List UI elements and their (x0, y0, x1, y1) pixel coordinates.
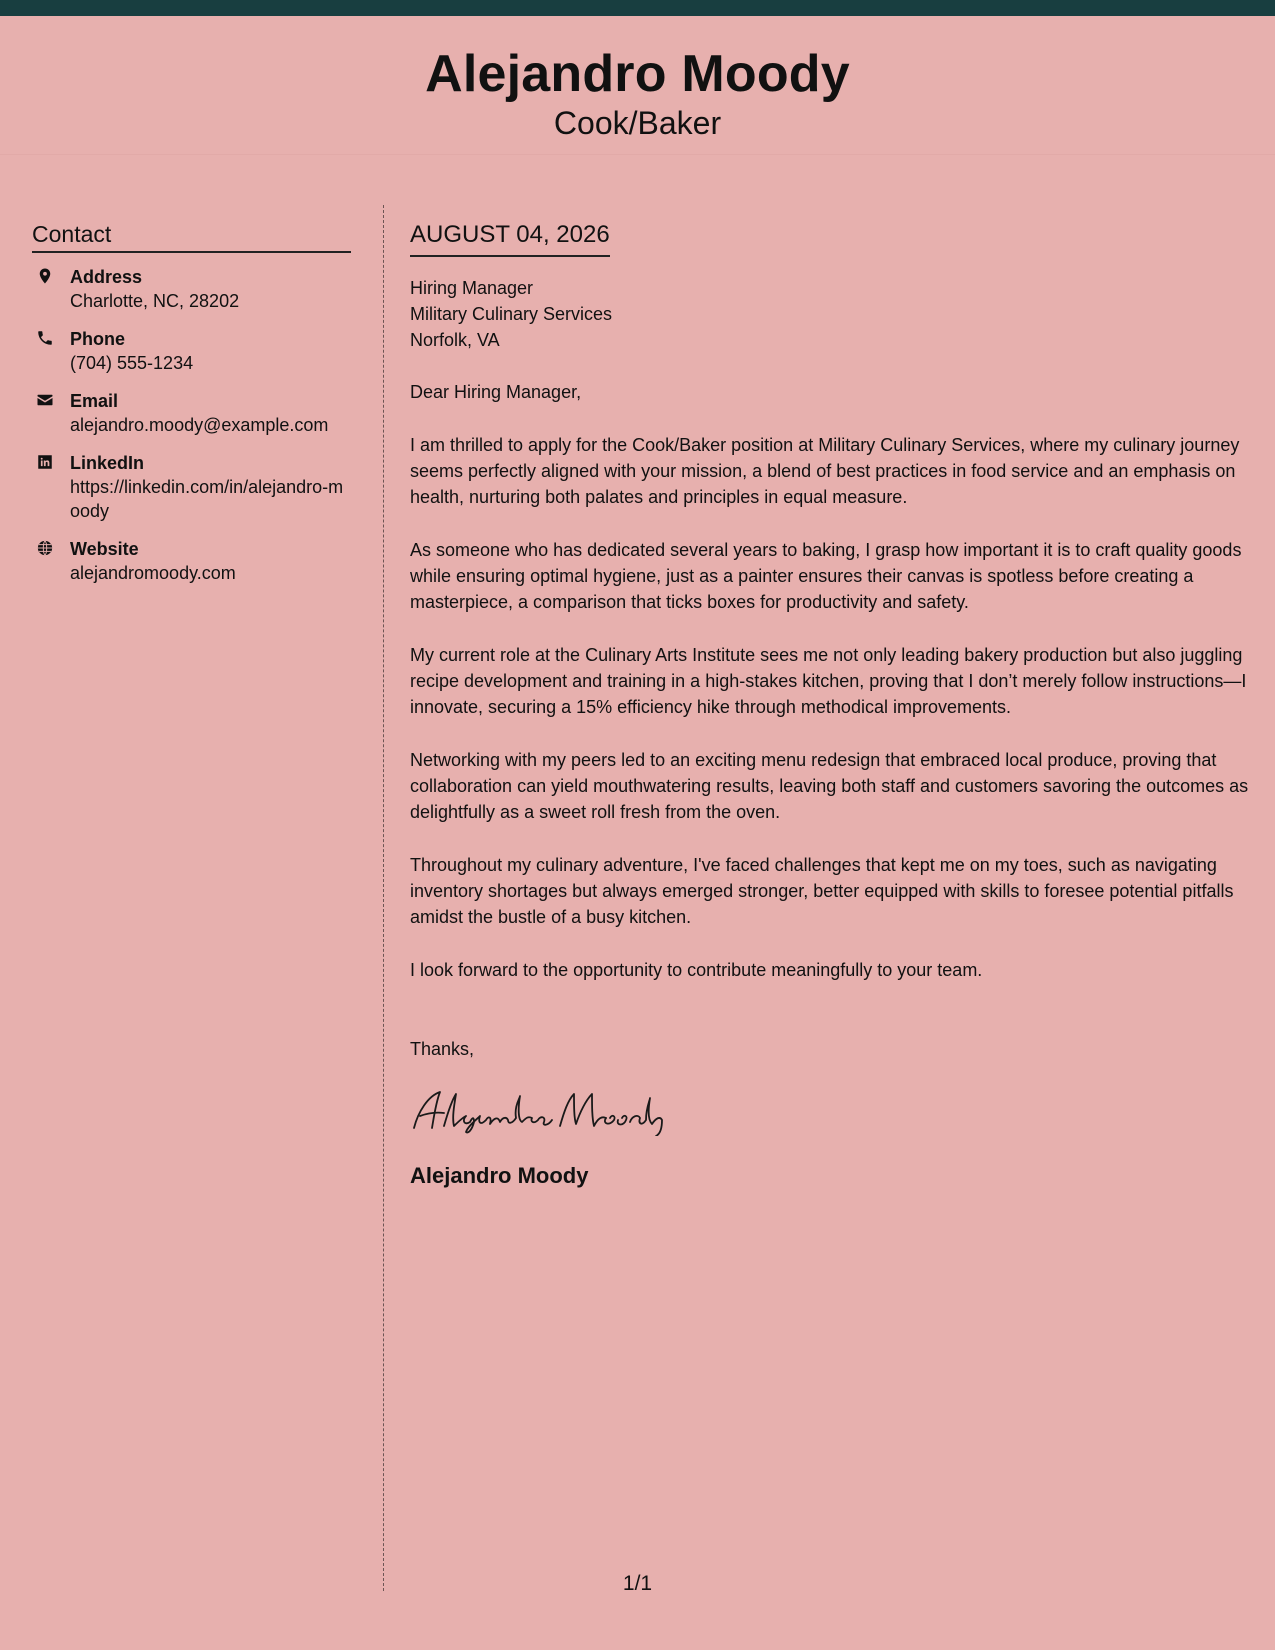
contact-item-email (32, 389, 351, 437)
contact-sidebar (32, 220, 351, 599)
signed-name: Alejandro Moody (410, 1163, 589, 1188)
paragraph: My current role at the Culinary Arts Institute sees me not only leading bakery production but also juggling recipe development and training in a high-stakes kitchen, proving that I don’t merely follow instructions—I innovate, securing a 15% efficiency hike through methodical improvements. (410, 645, 1247, 717)
recipient-company: Military Culinary Services (410, 304, 613, 324)
phone-label: Phone (70, 329, 126, 349)
contact-item-address (32, 265, 351, 313)
applicant-name: Alejandro Moody (425, 45, 850, 103)
paragraph: I look forward to the opportunity to contribute meaningfully to your team. (410, 960, 983, 980)
letter-body (410, 220, 1252, 1190)
paragraph: Networking with my peers led to an exciting menu redesign that embraced local produce, proving that collaboration can yield mouthwatering results, leaving both staff and customers savoring the outcomes as delightfully as a sweet roll fresh from the oven. (410, 750, 1249, 822)
contact-heading: Contact (32, 220, 351, 253)
paragraph: As someone who has dedicated several years to baking, I grasp how important it is to craft quality goods while ensuring optimal hygiene, just as a painter ensures their canvas is spotless before creating a masterpiece, a comparison that ticks boxes for productivity and safety. (410, 540, 1242, 612)
contact-item-linkedin (32, 451, 351, 523)
recipient-name: Hiring Manager (410, 278, 534, 298)
email-label: Email (70, 391, 119, 411)
address-value: Charlotte, NC, 28202 (70, 291, 240, 311)
handwritten-signature (410, 1082, 1252, 1136)
phone-icon (34, 327, 56, 351)
globe-icon (34, 537, 56, 561)
linkedin-value[interactable]: https://linkedin.com/in/alejandro-moody (70, 477, 344, 521)
address-label: Address (70, 267, 143, 287)
paragraph: Throughout my culinary adventure, I've faced challenges that kept me on my toes, such as navigating inventory shortages but always emerged stronger, better equipped with skills to foresee potential pitfalls amidst the bustle of a busy kitchen. (410, 855, 1234, 927)
applicant-title: Cook/Baker (553, 105, 722, 141)
recipient-block (410, 275, 1252, 353)
letter-date: AUGUST 04, 2026 (410, 220, 610, 257)
email-value[interactable]: alejandro.moody@example.com (70, 415, 329, 435)
closing: Thanks, (410, 1039, 475, 1059)
map-pin-icon (34, 265, 56, 289)
paragraph: I am thrilled to apply for the Cook/Baker position at Military Culinary Services, where my culinary journey seems perfectly aligned with your mission, a blend of best practices in food service and an emphasis on health, nurturing both palates and principles in equal measure. (410, 435, 1240, 507)
recipient-location: Norfolk, VA (410, 330, 500, 350)
page-header (0, 16, 1275, 155)
page-number: 1/1 (622, 1572, 653, 1595)
website-label: Website (70, 539, 139, 559)
contact-item-phone (32, 327, 351, 375)
envelope-icon (34, 389, 56, 413)
linkedin-icon (34, 451, 56, 475)
column-divider (383, 205, 384, 1591)
phone-value[interactable]: (704) 555-1234 (70, 353, 194, 373)
greeting: Dear Hiring Manager, (410, 382, 582, 402)
top-accent-bar (0, 0, 1275, 16)
linkedin-label: LinkedIn (70, 453, 145, 473)
contact-item-website (32, 537, 351, 585)
website-value[interactable]: alejandromoody.com (70, 563, 236, 583)
